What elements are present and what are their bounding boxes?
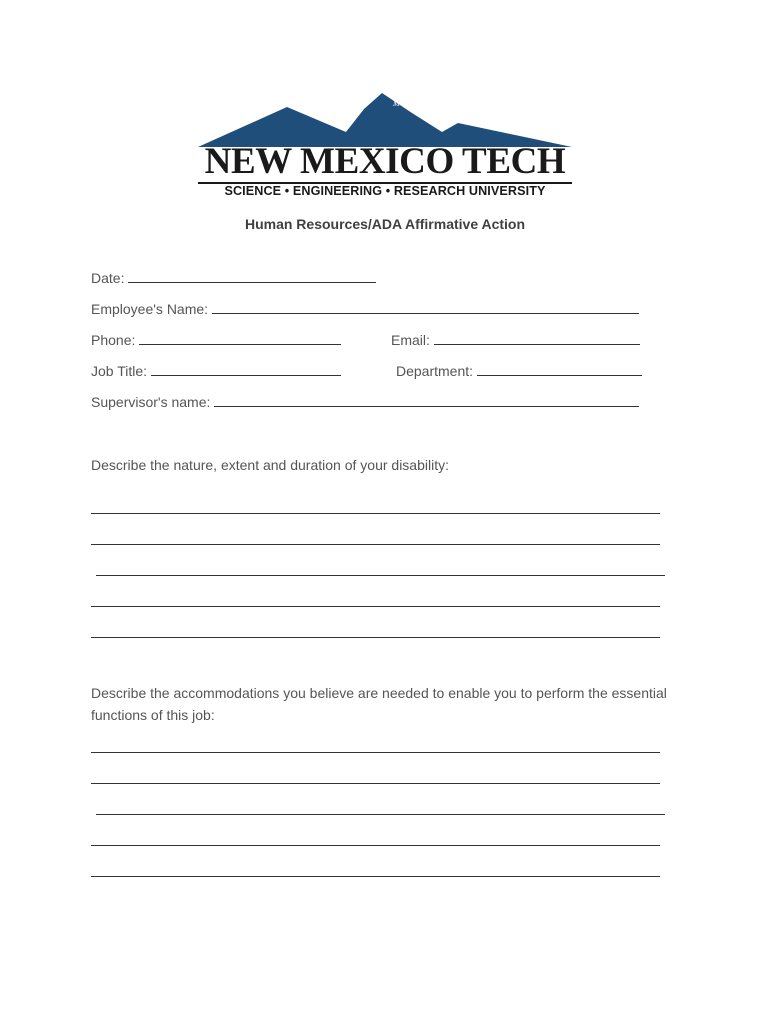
logo-wordmark: NEW MEXICO TECH <box>204 141 566 182</box>
phone-label: Phone: <box>91 332 136 348</box>
phone-field <box>91 330 341 349</box>
disability-answer-line[interactable] <box>91 544 660 545</box>
supervisor-name-label: Supervisor's name: <box>91 394 211 410</box>
phone-input-line[interactable] <box>139 330 341 345</box>
accommodations-answer-line[interactable] <box>96 814 665 815</box>
supervisor-name-field <box>91 392 639 411</box>
employee-name-input-line[interactable] <box>212 299 639 314</box>
supervisor-name-input-line[interactable] <box>214 392 639 407</box>
job-title-field <box>91 361 341 380</box>
email-field <box>391 330 640 349</box>
date-field <box>91 268 376 287</box>
email-input-line[interactable] <box>434 330 640 345</box>
disability-answer-line[interactable] <box>91 637 660 638</box>
email-label: Email: <box>391 332 430 348</box>
university-logo <box>196 90 574 200</box>
disability-answer-line[interactable] <box>91 513 660 514</box>
accommodations-answer-line[interactable] <box>91 876 660 877</box>
employee-name-label: Employee's Name: <box>91 301 209 317</box>
job-title-input-line[interactable] <box>151 361 341 376</box>
disability-answer-line[interactable] <box>91 606 660 607</box>
mountains-shape <box>198 93 572 147</box>
accommodations-prompt: Describe the accommodations you believe are needed to enable you to perform the essential functions of this job: <box>91 685 667 723</box>
date-input-line[interactable] <box>128 268 376 283</box>
accommodations-answer-line[interactable] <box>91 845 660 846</box>
peak-mark: M <box>393 99 400 108</box>
disability-answer-line[interactable] <box>96 575 665 576</box>
logo-tagline: SCIENCE • ENGINEERING • RESEARCH UNIVERSITY <box>224 184 546 198</box>
employee-name-field <box>91 299 639 318</box>
disability-prompt: Describe the nature, extent and duration of your disability: <box>91 457 449 473</box>
form-title: Human Resources/ADA Affirmative Action <box>244 216 526 232</box>
date-label: Date: <box>91 270 125 286</box>
department-input-line[interactable] <box>477 361 642 376</box>
department-field <box>396 361 642 380</box>
accommodations-answer-line[interactable] <box>91 752 660 753</box>
job-title-label: Job Title: <box>91 363 148 379</box>
accommodations-answer-line[interactable] <box>91 783 660 784</box>
department-label: Department: <box>396 363 474 379</box>
